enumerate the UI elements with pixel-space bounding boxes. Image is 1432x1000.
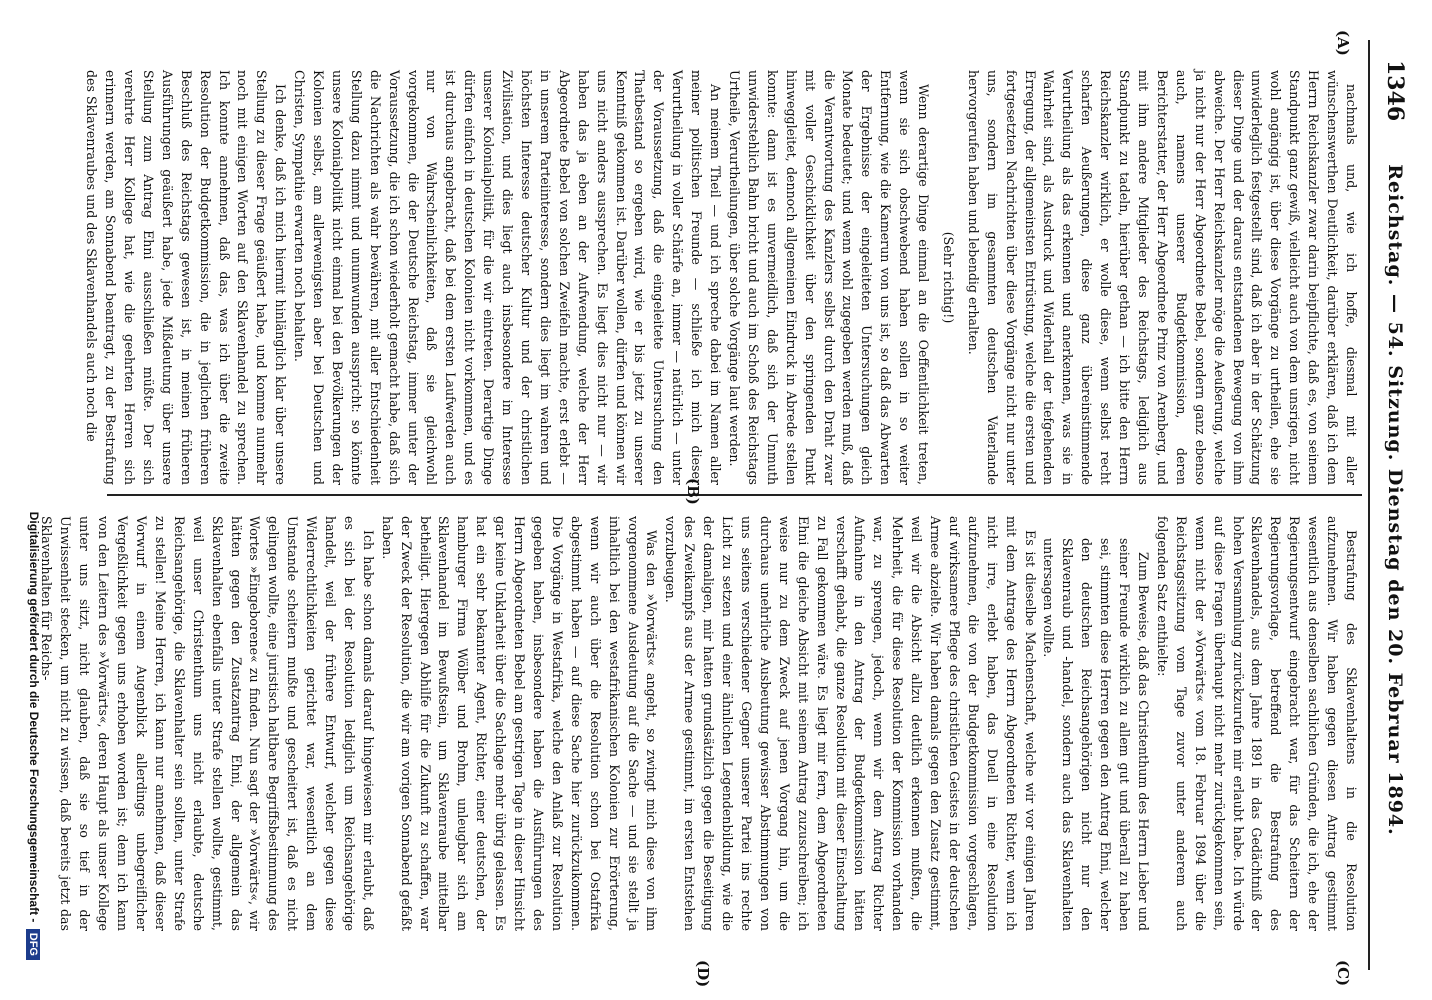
interjection: (Sehr richtig!): [940, 231, 956, 324]
right-paragraph: Was den »Vorwärts« angeht, so zwingt mich diese von ihm vorgenommene Ausdeutung auf die Sache — und sie stellt ja inhaltlich bei den westafrikanischen Kolonien zur Erörterung, wenn wir auch über die Resolution schon bei Ostafrika abgestimmt haben — auf diese Sache hier zurückzukommen. Die Vorgänge in Westafrika, welche den Anlaß zur Resolution gegeben haben, insbesondere haben die Ausführungen des Herrn Abgeordneten Bebel am gestrigen Tage in dieser Hinsicht gar keine Unklarheit über die Sachlage mehr übrig gelassen. Es hat ein sehr bekannter Agent, Richter, einer deutschen, der hamburger Firma Wölber und Brohm, unleugbar sich am Sklavenhandel im Bewußtsein, um Sklavenraube mittelbar betheiligt. Hiergegen Abhilfe für die Zukunft zu schaffen, war der Zweck der Resolution, die wir am vorigen Sonnabend gefaßt haben.: [379, 516, 660, 931]
margin-mark-d: (D): [694, 960, 712, 988]
right-paragraph: Es ist dieselbe Machenschaft, welche wir vor einigen Jahren mit dem Antrage des Herrn Abgeordneten Richter, wenn ich nicht irre, erlebt haben, das Duell in eine Resolution aufzunehmen, die von der Budgetkommission vorgeschlagen, auf wirksamere Pflege des christlichen Geistes in der deutschen Armee abzielte. Wir haben damals gegen den Zusatz gestimmt, weil wir die Absicht allzu deutlich erkennen mußten, die Mehrheit, die für diese Resolution der Kommission vorhanden war, zu sprengen, jedoch, wenn wir dem Antrag Richter Aufnahme in den Antrag der Budgetkommission hätten verschafft gehabt, die ganze Resolution mit dieser Einschaltung zu Fall gekommen wäre. Es liegt mir fern, dem Abgeordneten Ehni die gleiche Absicht mit seinem Antrag zuzuschreiben; ich weise nur zu dem Zweck auf jenen Vorgang hin, um die durchaus unehrliche Ausbeutung gewisser Abstimmungen von uns seitens verschiedener Gegner unserer Partei ins rechte Licht zu setzen und einer ähnlichen Legendenbildung, wie die der damaligen, mir hatten grundsätzlich gegen die Beseitigung des Zweikampfs aus der Armee gestimmt, im ersten Entstehen vorzubeugen.: [663, 516, 1038, 931]
left-column: [81, 70, 1360, 485]
credit-text: Digitalisierung gefördert durch die Deutsche Forschungsgemeinschaft -: [27, 511, 41, 923]
digitization-credit: [17, 0, 47, 1000]
page-number: 1346: [1382, 60, 1408, 122]
margin-mark-c: (C): [1334, 960, 1352, 987]
column-divider: [107, 494, 1362, 496]
left-paragraph: nachmals und, wie ich hoffe, diesmal mit aller wünschenswerthen Deutlichkeit, darüber erklären, daß ich dem Herrn Reichskanzler zwar darin beipflichte, daß es, von seinem Standpunkt ganz gewiß, vielleicht auch von dem unsrigen, nicht wohl angängig ist, über diese Vorgänge zu urtheilen, ehe sie unwiderleglich festgestellt sind, daß ich aber in der Schätzung dieser Dinge und der daraus entstandenen Bewegung von ihm abweiche. Der Herr Reichskanzler möge die Aeußerung, welche ja nicht nur der Herr Abgeordnete Bebel, sondern ganz ebenso auch, namens unserer Budgetkommission, deren Berichterstatter, der Herr Abgeordnete Prinz von Arenberg, und mit ihm andere Mitglieder des Reichstags, lediglich aus Standpunkt zu tadeln, hierüber gethan — ich bitte den Herrn Reichskanzler wirklich, er wolle diese, wenn selbst recht scharfen Aeußerungen, diese ganz übereinstimmende Verurtheilung als das erkennen und anerkennen, was sie in Wahrheit sind, als Ausdruck und Widerhall der tiefgehenden Erregung, der allgemeinsten Entrüstung, welche die ersten und fortgesetzten Nachrichten über diese Vorgänge nicht nur unter uns, sondern im gesammten deutschen Vaterlande hervorgerufen haben und lebendig erhalten.: [965, 70, 1359, 485]
margin-mark-a: (A): [1334, 30, 1352, 56]
header-rule: [1368, 40, 1370, 970]
right-paragraph: Ich habe schon damals darauf hingewiesen mir erlaubt, daß es sich bei der Resolution lediglich um Reichsangehörige handelt, weil der frühere Entwurf, welcher gegen diese Widerrechtlichkeiten gerichtet war, wesentlich an dem Umstande scheitern mußte und gescheitert ist, daß es nicht gelingen wollte, eine juristisch haltbare Begriffsbestimmung des Wortes »Eingeborene« zu finden. Nun sagt der »Vorwärts«, wir hätten gegen den Zusatzantrag Ehni, der allgemein das Sklavenhalten ebenfalls unter Strafe stellen wollte, gestimmt, weil unser Christenthum uns nicht erlaubte, deutsche Reichsangehörige, die Sklavenhalter sein sollten, unter Strafe zu stellen! Meine Herren, ich kann nur annehmen, daß dieser Vorwurf in einem Augenblick allerdings unbegreiflicher Vergeßlichkeit gegen uns erhoben worden ist; denn ich kann von den Leitern des »Vorwärts«, deren Haupt als unser Kollege unter uns sitzt, nicht glauben, daß sie so tief in der Unwissenheit stecken, um nicht zu wissen, daß bereits jetzt das Sklavenhalten für Reichs-: [39, 516, 376, 931]
left-paragraph: An meinem Theil — und ich spreche dabei im Namen aller meiner politischen Freunde — schließe ich mich dieser Verurtheilung in voller Schärfe an, immer — natürlich — unter der Voraussetzung, daß die eingeleitete Untersuchung den Thatbestand so ergeben wird, wie er bis jetzt zu unserer Kenntniß gekommen ist. Darüber wollen, dürfen und können wir uns nicht anders aussprechen. Es liegt dies nicht nur — wir haben das ja eben an der Aufwendung, welche der Herr Abgeordnete Bebel von solchen Zweifeln machte, erst erlebt — in unserem Parteiinteresse, sondern dies liegt im wahren und höchsten Interesse deutscher Kultur und der christlichen Zivilisation, und dies liegt auch insbesondere im Interesse unserer Kolonialpolitik, für die wir eintreten. Derartige Dinge dürfen einfach in deutschen Kolonien nicht vorkommen, und es ist durchaus angebracht, daß bei dem ersten Laufwerden auch nur von Wahrscheinlichkeiten, daß sie gleichwohl vorgekommen, die der Deutsche Reichstag, immer unter der Voraussetzung, die ich schon wiederholt gemacht habe, daß sich die Nachrichten als wahr bewähren, mit aller Entschiedenheit Stellung dazu nimmt und unumwunden ausspricht: so könnte unsere Kolonialpolitik nicht einmal bei den Bevölkerungen der Kolonien selbst, am allerwenigsten aber bei Deutschen und Christen, Sympathie erwarten noch behalten.: [292, 70, 724, 485]
running-title: Reichstag. — 54. Sitzung. Dienstag den 20. Februar 1894.: [1384, 164, 1406, 836]
dfg-logo: DFG: [26, 929, 40, 960]
margin-mark-b: (B): [684, 478, 702, 505]
right-paragraph: Bestrafung des Sklavenhaltens in die Resolution aufzunehmen. Wir haben gegen diesen Antrag gestimmt wesentlich aus denselben sachlichen Gründen, die ich, ehe der Regierungsentwurf eingebracht war, für das Scheitern der Regierungsvorlage, betreffend die Bestrafung des Sklavenhandels, aus dem Jahre 1891 in das Gedächtniß der hohen Versammlung zurückzurufen mir erlaubt habe. Ich würde auf diese Fragen überhaupt nicht mehr zurückgekommen sein, wenn nicht der »Vorwärts« vom 18. Februar 1894 über die Reichstagssitzung vom Tage zuvor unter anderem auch folgenden Satz enthielte:: [1154, 516, 1359, 931]
quotation: Zum Beweise, daß das Christenthum des Herrn Lieber und seiner Freunde wirklich zu allem gut und überall zu haben sei, stimmten diese Herren gegen den Antrag Ehni, welcher den deutschen Reichsangehörigen nicht nur den Sklavenraub und -handel, sondern auch das Sklavenhalten untersagen wollte.: [1041, 538, 1152, 931]
left-paragraph: Ich denke, daß ich mich hiermit hinlänglich klar über unsere Stellung zu dieser Frage geäußert habe, und komme nunmehr noch mit einigen Worten auf den Sklavenhandel zu sprechen. Ich konnte annehmen, daß das, was ich über die zweite Resolution der Budgetkommission, die in jeglichen früheren Beschluß des Reichstags gewesen ist, in meinen früheren Ausführungen geäußert habe, jede Mißdeutung über unsere Stellung zum Antrag Ehni ausschließen müßte. Der sich verehrte Herr Kollege hat, wie die geehrten Herren sich erinnern werden, am Sonnabend beantragt, zu der Bestrafung des Sklavenraubes und des Sklavenhandels auch noch die: [84, 70, 289, 485]
right-column: [37, 516, 1360, 931]
page-header: [1374, 0, 1414, 1000]
left-paragraph: Wenn derartige Dinge einmal an die Oeffentlichkeit treten, wenn sie sich obschwebend haben sollen in so weiter Entfernung, wie die Kamerun von uns ist, so daß das Abwarten der Ergebnisse der eingeleiteten Untersuchungen gleich Monate bedeutet; und wenn wohl zugegeben werden muß, daß die Verantwortung des Kanzlers selbst durch den Draht zwar mit voller Geschicklichkeit über den springenden Punkt hinweggleitet, dennoch allgemeinen Eindruck in Abrede stellen konnte: dann ist es unvermeidlich, daß sich der Unmuth unwiderstehlich Bahn bricht und auch im Schoß des Reichstags Urtheile, Verurtheilungen, über solche Vorgänge laut werden.: [727, 70, 932, 485]
